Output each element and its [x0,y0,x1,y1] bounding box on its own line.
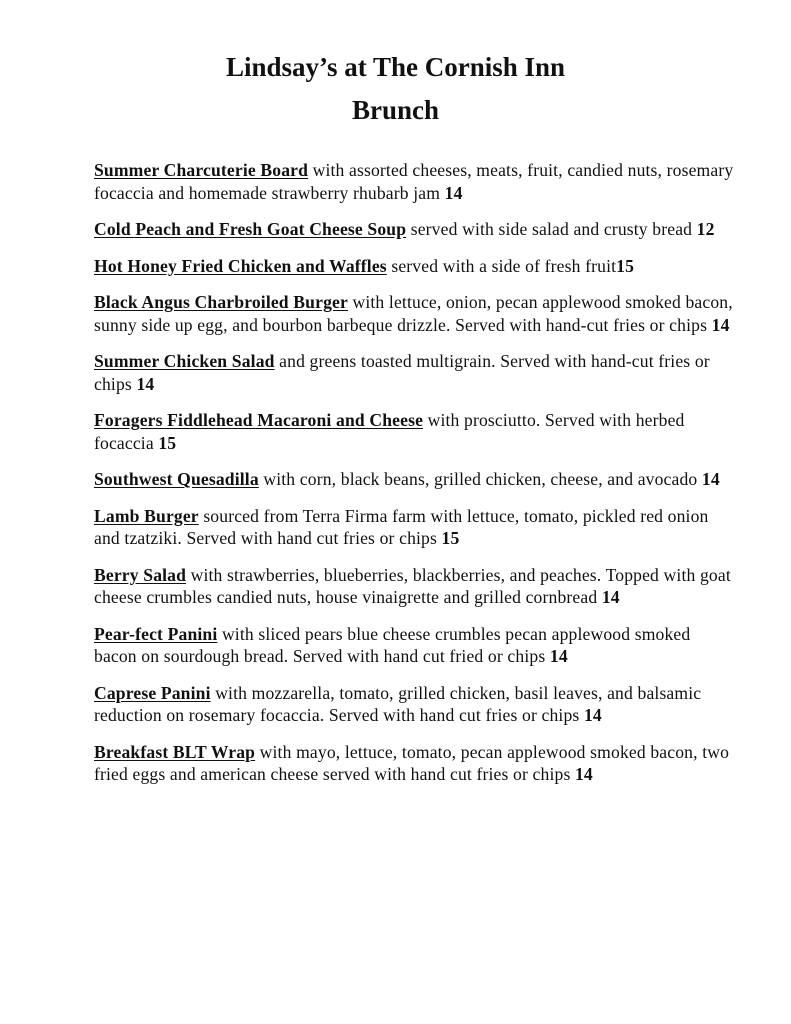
menu-item-name: Caprese Panini [94,682,211,703]
menu-item [94,741,734,786]
menu-item [94,468,734,491]
menu-item-description: sourced from Terra Firma farm with lettuce, tomato, pickled red onion and tzatziki. Served with hand cut fries or chips [94,505,709,548]
menu-item-name: Lamb Burger [94,505,199,526]
menu-item-description: and greens toasted multigrain. Served with hand-cut fries or chips [94,351,710,394]
menu-item [94,564,734,609]
menu-item [94,623,734,668]
menu-item-price: 14 [711,314,730,335]
menu-item-price: 14 [549,646,568,666]
menu-section-title: Brunch [351,95,440,125]
menu-item-name: Cold Peach and Fresh Goat Cheese Soup [94,219,407,239]
menu-item-description: with assorted cheeses, meats, fruit, candied nuts, rosemary focaccia and homemade strawberry rhubarb jam [94,160,734,203]
menu-item-description: served with side salad and crusty bread [406,219,697,239]
menu-item [94,505,734,550]
menu-item-name: Foragers Fiddlehead Macaroni and Cheese [94,410,424,430]
menu-item-description: served with a side of fresh fruit [386,255,617,276]
menu-item-price: 14 [136,373,155,394]
menu-item-price: 14 [444,182,463,203]
menu-item-name: Hot Honey Fried Chicken and Waffles [94,255,387,276]
menu-item-price: 12 [696,219,715,239]
menu-item [94,682,734,727]
menu-item-description: with corn, black beans, grilled chicken, cheese, and avocado [258,469,702,489]
menu-item-name: Breakfast BLT Wrap [94,741,256,762]
menu-item [94,291,734,336]
menu-item-description: with strawberries, blueberries, blackberries, and peaches. Topped with goat cheese crumbles candied nuts, house vinaigrette and grilled cornbread [94,564,731,607]
menu-list [94,159,734,800]
menu-item-price: 14 [583,705,602,725]
menu-item [94,159,734,204]
menu-item-name: Berry Salad [94,564,187,585]
menu-item-price: 14 [574,764,593,784]
menu-item-name: Southwest Quesadilla [94,469,259,489]
menu-item-price: 14 [601,587,620,607]
menu-item [94,218,734,241]
menu-item-price: 15 [441,528,460,548]
menu-item-description: with mayo, lettuce, tomato, pecan applewood smoked bacon, two fried eggs and american cheese served with hand cut fries or chips [94,741,730,784]
menu-item-description: with prosciutto. Served with herbed focaccia [94,410,685,453]
menu-item-name: Summer Charcuterie Board [94,160,309,180]
menu-item-price: 14 [701,469,720,489]
menu-item [94,255,734,278]
menu-item [94,350,734,395]
menu-item-name: Pear-fect Panini [94,623,218,644]
menu-item-description: with mozzarella, tomato, grilled chicken, basil leaves, and balsamic reduction on rosemary focaccia. Served with hand cut fries or chips [94,682,702,725]
menu-item-name: Summer Chicken Salad [94,351,275,371]
menu-item-price: 15 [158,432,177,453]
page-title: Lindsay’s at The Cornish Inn [225,52,566,82]
menu-item [94,409,734,454]
menu-item-price: 15 [616,255,635,276]
menu-item-description: with sliced pears blue cheese crumbles pecan applewood smoked bacon on sourdough bread. Served with hand cut fried or chips [94,623,691,666]
menu-item-name: Black Angus Charbroiled Burger [94,292,348,312]
menu-item-description: with lettuce, onion, pecan applewood smoked bacon, sunny side up egg, and bourbon barbeque drizzle. Served with hand-cut fries or chips [94,292,733,335]
